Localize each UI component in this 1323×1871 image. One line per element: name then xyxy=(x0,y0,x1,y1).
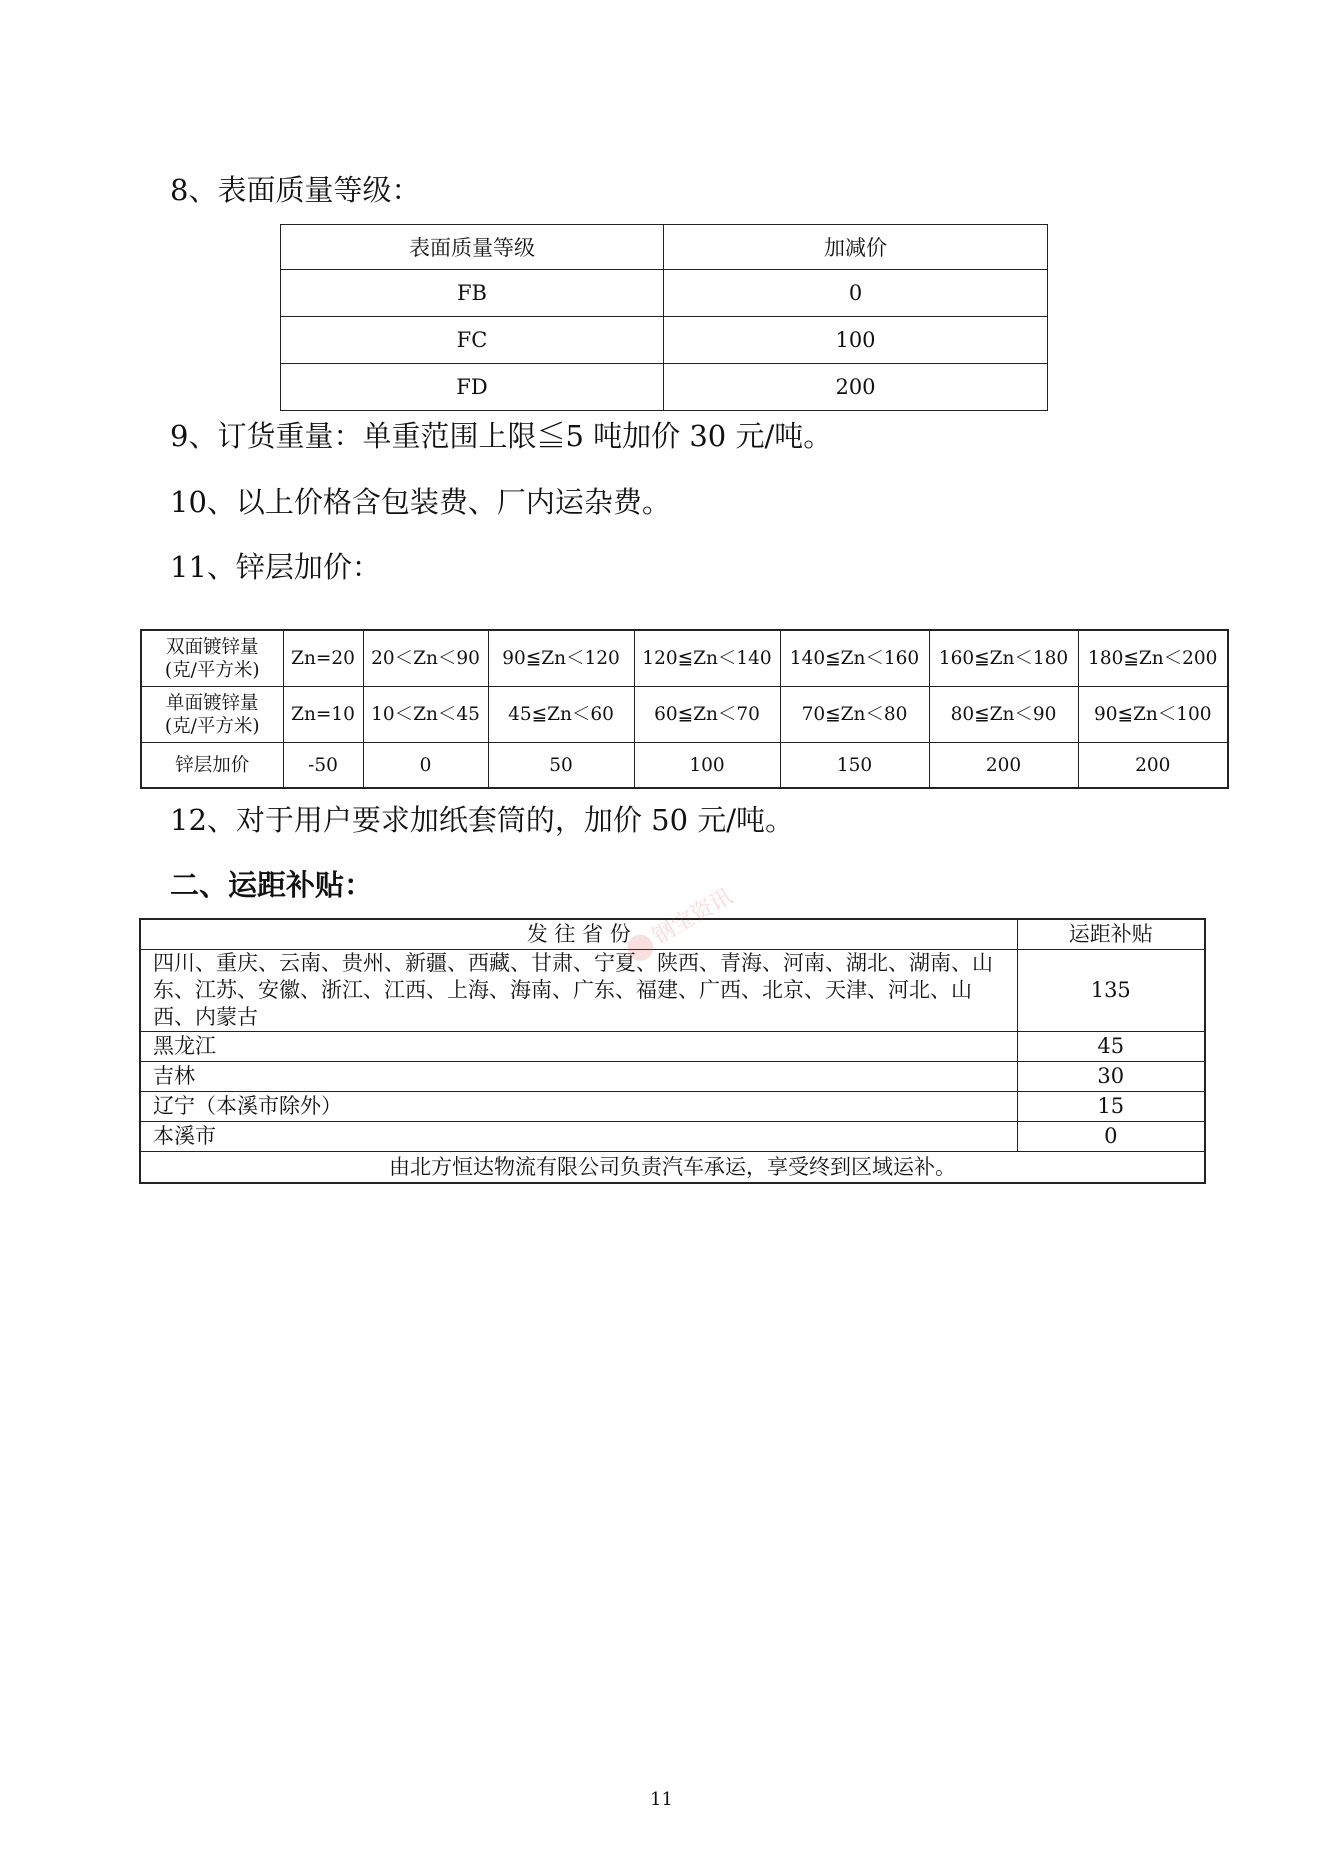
table-cell: 150 xyxy=(780,743,929,789)
subsidy-cell: 135 xyxy=(1017,950,1205,1032)
subsidy-cell: 15 xyxy=(1017,1092,1205,1122)
table-cell: 70≦Zn＜80 xyxy=(780,687,929,743)
table-cell: FB xyxy=(281,270,664,317)
table-row xyxy=(140,1122,1205,1152)
table-cell: Zn=20 xyxy=(283,630,363,687)
subsidy-cell: 0 xyxy=(1017,1122,1205,1152)
table-header: 发 往 省 份 xyxy=(140,919,1017,950)
zinc-coating-table xyxy=(140,629,1229,789)
table-cell: 180≦Zn＜200 xyxy=(1078,630,1228,687)
province-cell: 吉林 xyxy=(140,1062,1017,1092)
table-cell: 0 xyxy=(363,743,488,789)
table-cell: 160≦Zn＜180 xyxy=(929,630,1078,687)
table-row xyxy=(140,1092,1205,1122)
item-11: 11、锌层加价： xyxy=(170,550,381,584)
subsidy-cell: 30 xyxy=(1017,1062,1205,1092)
table-cell: 45≦Zn＜60 xyxy=(488,687,634,743)
table-cell: 200 xyxy=(664,364,1048,411)
table-cell: 60≦Zn＜70 xyxy=(634,687,780,743)
table-header: 加减价 xyxy=(664,225,1048,270)
table-row xyxy=(141,743,1228,789)
section-2-title: 二、运距补贴： xyxy=(170,868,374,902)
table-cell: Zn=10 xyxy=(283,687,363,743)
table-cell: 80≦Zn＜90 xyxy=(929,687,1078,743)
table-cell: 100 xyxy=(664,317,1048,364)
province-cell: 黑龙江 xyxy=(140,1032,1017,1062)
table-header: 运距补贴 xyxy=(1017,919,1205,950)
table-cell: 120≦Zn＜140 xyxy=(634,630,780,687)
subsidy-cell: 45 xyxy=(1017,1032,1205,1062)
item-12: 12、对于用户要求加纸套筒的，加价 50 元/吨。 xyxy=(170,803,795,837)
table-row xyxy=(140,1062,1205,1092)
item-10: 10、以上价格含包装费、厂内运杂费。 xyxy=(170,485,671,519)
table-row xyxy=(281,317,1048,364)
table-row xyxy=(281,270,1048,317)
table-cell: 0 xyxy=(664,270,1048,317)
section-8-title: 8、表面质量等级： xyxy=(170,173,421,207)
table-cell: 200 xyxy=(1078,743,1228,789)
table-footer-note: 由北方恒达物流有限公司负责汽车承运，享受终到区域运补。 xyxy=(140,1152,1205,1184)
province-cell: 本溪市 xyxy=(140,1122,1017,1152)
table-row xyxy=(140,1032,1205,1062)
row-label: 单面镀锌量 (克/平方米) xyxy=(141,687,283,743)
table-row xyxy=(141,630,1228,687)
table-cell: 200 xyxy=(929,743,1078,789)
table-cell: FD xyxy=(281,364,664,411)
table-row xyxy=(281,364,1048,411)
table-cell: 90≦Zn＜100 xyxy=(1078,687,1228,743)
row-label: 锌层加价 xyxy=(141,743,283,789)
table-row xyxy=(141,687,1228,743)
page-number: 11 xyxy=(650,1789,673,1810)
table-cell: 90≦Zn＜120 xyxy=(488,630,634,687)
table-cell: 10＜Zn＜45 xyxy=(363,687,488,743)
table-header: 表面质量等级 xyxy=(281,225,664,270)
watermark: 钢宝资讯 xyxy=(620,879,744,974)
table-cell: 140≦Zn＜160 xyxy=(780,630,929,687)
table-footer-row xyxy=(140,1152,1205,1184)
surface-quality-table xyxy=(280,224,1048,411)
table-cell: -50 xyxy=(283,743,363,789)
table-cell: FC xyxy=(281,317,664,364)
province-cell: 四川、重庆、云南、贵州、新疆、西藏、甘肃、宁夏、陕西、青海、河南、湖北、湖南、山东、江苏、安徽、浙江、江西、上海、海南、广东、福建、广西、北京、天津、河北、山西、内蒙古 xyxy=(140,950,1017,1032)
table-cell: 100 xyxy=(634,743,780,789)
item-9: 9、订货重量：单重范围上限≦5 吨加价 30 元/吨。 xyxy=(170,419,833,453)
row-label: 双面镀锌量 (克/平方米) xyxy=(141,630,283,687)
table-cell: 20＜Zn＜90 xyxy=(363,630,488,687)
table-row xyxy=(140,950,1205,1032)
freight-subsidy-table xyxy=(139,918,1206,1184)
table-cell: 50 xyxy=(488,743,634,789)
province-cell: 辽宁（本溪市除外） xyxy=(140,1092,1017,1122)
